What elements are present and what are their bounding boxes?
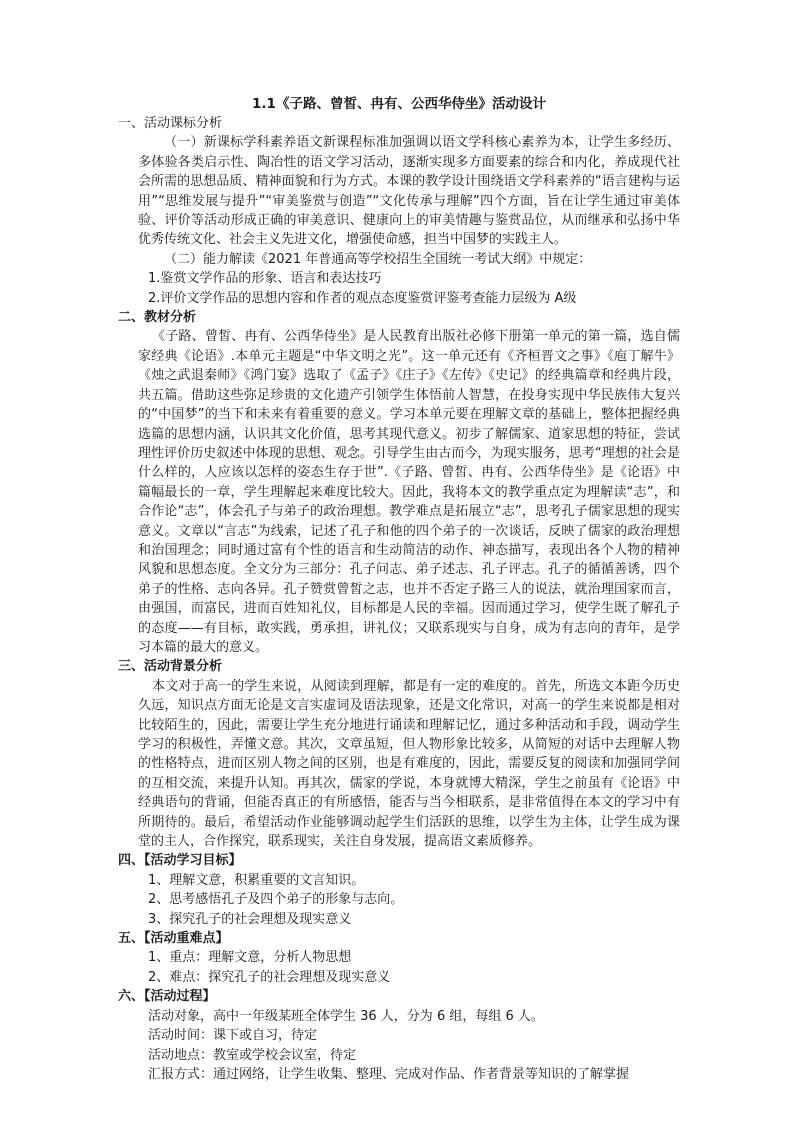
list-item: 2.评价文学作品的思想内容和作者的观点态度鉴赏评鉴考查能力层级为 A级 <box>148 290 577 306</box>
section-heading-background: 三、活动背景分析 <box>118 659 223 675</box>
list-item: 1.鉴赏文学作品的形象、语言和表达技巧 <box>148 271 382 287</box>
list-item: 汇报方式：通过网络，让学生收集、整理、完成对作品、作者背景等知识的了解掌握 <box>148 1066 630 1082</box>
section-heading-key-points: 五、【活动重难点】 <box>118 931 229 947</box>
list-item: 1、重点：理解文意，分析人物思想 <box>148 950 352 966</box>
document-title: 1.1《子路、曾皙、冉有、公西华侍坐》活动设计 <box>252 96 546 112</box>
paragraph-textbook-analysis: 《子路、曾皙、冉有、公西华侍坐》是人民教育出版社必修下册第一单元的第一篇，选自儒家经典《论语》.本单元主题是“中华文明之光”。这一单元还有《齐桓晋文之事》《庖丁解牛》《烛之武退秦师》《鸿门宴》选取了《孟子》《庄子》《左传》《史记》的经典篇章和经典片段，共五篇。借助这些弥足珍贵的文化遗产引领学生体悟前人智慧，在投身实现中华民族伟大复兴的“中国梦”的当下和未来有着重要的意义。学习本单元要在理解文章的基础上，整体把握经典选篇的思想内涵，认识其文化价值，思考其现代意义。初步了解儒家、道家思想的特征，尝试理性评价历史叙述中体现的思想、观念。引导学生由古而今，为现实服务，思考“理想的社会是什么样的，人应该以怎样的姿态生存于世”.《子路、曾皙、冉有、公西华侍坐》是《论语》中篇幅最长的一章，学生理解起来难度比较大。因此，我将本文的教学重点定为理解读“志”，和合作论“志”，体会孔子与弟子的政治理想。教学难点是拓展立“志”，思考孔子儒家思想的现实意义。文章以“言志”为线索，记述了孔子和他的四个弟子的一次谈话，反映了儒家的政治理想和治国理念；同时通过富有个性的语言和生动简洁的动作、神态描写，表现出各个人物的精神风貌和思想态度。全文分为三部分：孔子问志、弟子述志、孔子评志。孔子的循循善诱，四个弟子的性格、志向各异。孔子赞赏曾皙之志，也并不否定子路三人的说法，就治理国家而言，由强国，而富民，进而百姓知礼仪，目标都是人民的幸福。因而通过学习，使学生既了解孔子的态度——有目标，敢实践，勇承担，讲礼仪；又联系现实与自身，成为有志向的青年，是学习本篇的最大的意义。 <box>138 329 680 655</box>
section-heading-textbook-analysis: 二、教材分析 <box>118 310 197 326</box>
list-item: 2、思考感悟孔子及四个弟子的形象与志向。 <box>148 892 404 908</box>
paragraph-core-literacy: （一）新课标学科素养语文新课程标准加强调以语文学科核心素养为本，让学生多经历、多体验各类启示性、陶冶性的语文学习活动，逐渐实现多方面要素的综合和内化，养成现代社会所需的思想品质、精神面貌和行为方式。本课的教学设计围绕语文学科素养的“语言建构与运用”“思维发展与提升”“审美鉴赏与创造”“文化传承与理解”四个方面，旨在让学生通过审美体验、评价等活动形成正确的审美意识、健康向上的审美情趣与鉴赏品位，从而继承和弘扬中华优秀传统文化、社会主义先进文化，增强使命感，担当中国梦的实践主人。 <box>138 135 680 248</box>
list-item: 1、理解文意，积累重要的文言知识。 <box>148 872 365 888</box>
section-heading-course-standard: 一、活动课标分析 <box>118 116 223 131</box>
list-item: 活动时间：课下或自习，待定 <box>148 1028 318 1044</box>
section-heading-objectives: 四、【活动学习目标】 <box>118 853 242 869</box>
list-item: 活动地点：教室或学校会议室，待定 <box>148 1047 357 1063</box>
list-item: 2、难点：探究孔子的社会理想及现实意义 <box>148 969 391 985</box>
paragraph-ability-interpretation: （二）能力解读《2021 年普通高等学校招生全国统一考试大纲》中规定： <box>164 251 592 267</box>
document-body <box>118 94 680 1084</box>
paragraph-background: 本文对于高一的学生来说，从阅读到理解，都是有一定的难度的。首先，所选文本距今历史久远，知识点方面无论是文言实虚词及语法现象，还是文化常识，对高一的学生来说都是相对比较陌生的，因此，需要让学生充分地进行诵读和理解记忆，通过多种活动和手段，调动学生学习的积极性，弄懂文意。其次，文章虽短，但人物形象比较多，从简短的对话中去理解人物的性格特点，进而区别人物之间的区别，也是有难度的，因此，需要反复的阅读和加强同学间的互相交流，来提升认知。再其次，儒家的学说，本身就博大精深，学生之前虽有《论语》中经典语句的背诵，但能否真正的有所感悟，能否与当今相联系，是非常值得在本文的学习中有所期待的。最后，希望活动作业能够调动起学生们活跃的思维，以学生为主体，让学生成为课堂的主人，合作探究，联系现实，关注自身发展，提高语文素质修养。 <box>138 678 680 850</box>
list-item: 3、探究孔子的社会理想及现实意义 <box>148 911 352 927</box>
section-heading-process: 六、【活动过程】 <box>118 989 216 1005</box>
list-item: 活动对象，高中一年级某班全体学生 36 人，分为 6 组，每组 6 人。 <box>148 1008 544 1024</box>
